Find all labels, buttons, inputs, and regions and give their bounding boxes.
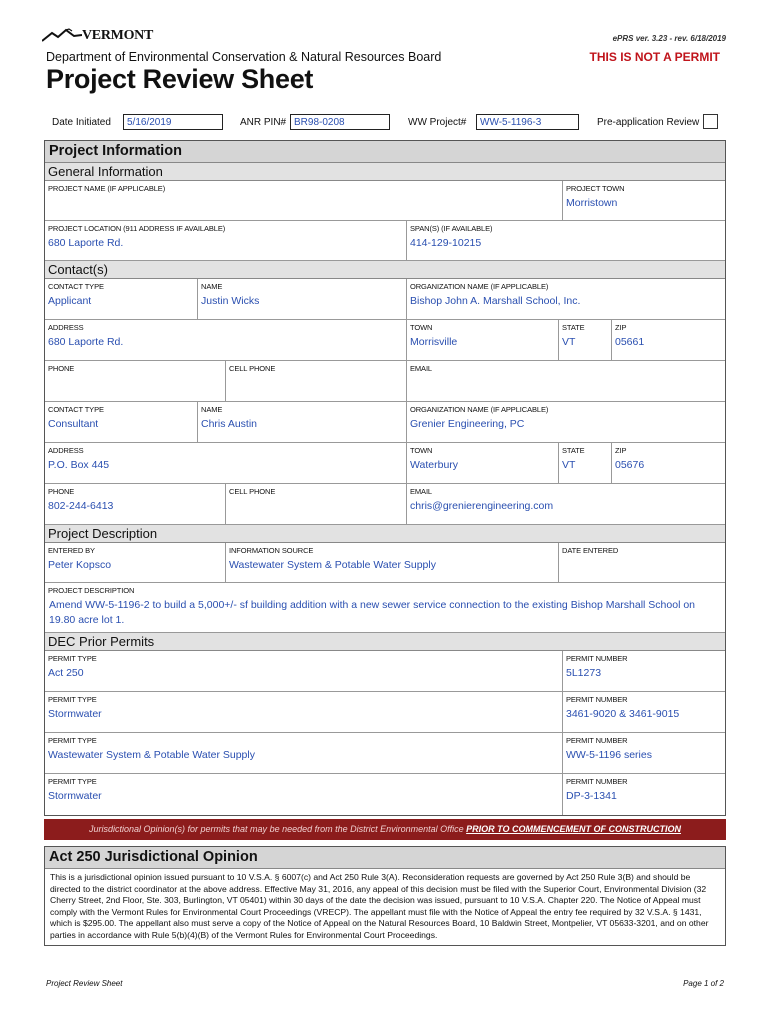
contact-town-cell[interactable] (407, 443, 559, 483)
contact-org-value: Bishop John A. Marshall School, Inc. (410, 295, 581, 307)
contact-state-value: VT (562, 336, 576, 348)
act250-text: This is a jurisdictional opinion issued pursuant to 10 V.S.A. § 6007(c) and Act 250 Rule 3(A). Reconsideration requests are governed by Act 250 Rule 3(B) and should be directed to the district coordinator at the above address. Effective May 31, 2016, any appeal of this decision must be filed with the Superior Court, Environmental Division (32 Cherry Street, 2nd Floor, Ste. 303, Burlington, VT 05401) within 30 days of the date the decision was issued, pursuant to 10 V.S.A. Chapter 220. The Notice of Appeal must comply with the Vermont Rules for Environmental Court Proceedings (VRECP). The appellant must file with the Notice of Appeal the entry fee required by 32 V.S.A. § 1431, which is $295.00. The appellant also must serve a copy of the Notice of Appeal on the Natural Resources Board, 10 Baldwin Street, Montpelier, VT 05633-3201, and on other parties in accordance with Rule 5(b)(4)(B) of the Vermont Rules for Environmental Court Proceedings. (50, 872, 709, 940)
contact-zip-label: ZIP (615, 323, 627, 332)
contact-phone-label: PHONE (48, 364, 75, 373)
project-town-cell[interactable] (563, 181, 725, 220)
entered-by-label: ENTERED BY (48, 546, 95, 555)
date-entered-cell[interactable] (559, 543, 725, 582)
info-source-value: Wastewater System & Potable Water Supply (229, 559, 436, 571)
contact-town-label: TOWN (410, 446, 433, 455)
logo-text: VERMONT (82, 28, 154, 43)
permit-number-label: PERMIT NUMBER (566, 736, 628, 745)
date-entered-label: DATE ENTERED (562, 546, 619, 555)
contact-state-cell[interactable] (559, 443, 612, 483)
anr-pin-field[interactable]: BR98-0208 (290, 114, 390, 130)
contact-address-cell[interactable] (45, 320, 407, 360)
project-description-label: PROJECT DESCRIPTION (48, 586, 135, 595)
jurisdiction-banner (44, 819, 726, 840)
project-information-section (44, 140, 726, 816)
permit-type-value: Stormwater (48, 790, 102, 802)
contact-zip-cell[interactable] (612, 320, 725, 360)
description-row (45, 583, 725, 633)
contact-phone-value: 802-244-6413 (48, 500, 114, 512)
contact-type-label: CONTACT TYPE (48, 282, 104, 291)
contact-cell-phone-cell[interactable] (226, 361, 407, 401)
permit-number-value: 3461-9020 & 3461-9015 (566, 708, 680, 720)
contact-address-label: ADDRESS (48, 323, 84, 332)
project-name-label: PROJECT NAME (IF APPLICABLE) (48, 184, 166, 193)
contact-town-cell[interactable] (407, 320, 559, 360)
contact-cell-value (226, 373, 406, 377)
contact-name-cell[interactable] (198, 402, 407, 442)
info-source-label: INFORMATION SOURCE (229, 546, 314, 555)
jurisdiction-emphasis: PRIOR TO COMMENCEMENT OF CONSTRUCTION (466, 824, 681, 834)
contact-cell-value (226, 496, 406, 500)
contact-zip-value: 05676 (615, 459, 645, 471)
permit-type-cell[interactable] (45, 651, 563, 691)
permit-type-value: Wastewater System & Potable Water Supply (48, 749, 255, 761)
contact-type-value: Consultant (48, 418, 99, 430)
project-location-row (45, 221, 725, 261)
jurisdiction-text: Jurisdictional Opinion(s) for permits that may be needed from the District Environmental Office (89, 824, 467, 834)
contact-address-cell[interactable] (45, 443, 407, 483)
contact-row (45, 402, 725, 443)
entered-by-cell[interactable] (45, 543, 226, 582)
version-label: ePRS ver. 3.23 - rev. 6/18/2019 (612, 34, 726, 43)
permit-number-cell[interactable] (563, 651, 725, 691)
contact-address-label: ADDRESS (48, 446, 84, 455)
project-name-value (45, 193, 562, 197)
contacts-heading: Contact(s) (45, 261, 725, 279)
permit-number-label: PERMIT NUMBER (566, 695, 628, 704)
permit-row (45, 651, 725, 692)
permit-type-label: PERMIT TYPE (48, 654, 97, 663)
contact-cell-label: CELL PHONE (229, 487, 276, 496)
permit-type-label: PERMIT TYPE (48, 777, 97, 786)
contact-address-row (45, 320, 725, 361)
contact-cell-phone-cell[interactable] (226, 484, 407, 524)
permit-number-value: WW-5-1196 series (566, 749, 652, 761)
contact-name-cell[interactable] (198, 279, 407, 319)
dec-prior-permits-heading: DEC Prior Permits (45, 633, 725, 651)
ww-project-field[interactable]: WW-5-1196-3 (476, 114, 579, 130)
project-description-value: Amend WW-5-1196-2 to build a 5,000+/- sf building addition with a new sewer service connection to the existing Bishop Marshall School on 19.80 acre lot 1. (49, 599, 696, 626)
permit-number-cell[interactable] (563, 733, 725, 773)
contact-address-value: 680 Laporte Rd. (48, 336, 124, 348)
contact-type-cell[interactable] (45, 402, 198, 442)
project-description-cell[interactable] (45, 583, 725, 632)
not-permit-notice: THIS IS NOT A PERMIT (589, 50, 720, 64)
permit-type-value: Act 250 (48, 667, 84, 679)
contact-zip-value: 05661 (615, 336, 645, 348)
contact-address-row (45, 443, 725, 484)
contact-org-cell[interactable] (407, 402, 725, 442)
contact-zip-label: ZIP (615, 446, 627, 455)
permit-number-value: DP-3-1341 (566, 790, 617, 802)
project-town-label: PROJECT TOWN (566, 184, 625, 193)
contact-town-label: TOWN (410, 323, 433, 332)
contact-email-label: EMAIL (410, 487, 433, 496)
date-initiated-field[interactable]: 5/16/2019 (123, 114, 223, 130)
contact-phone-row (45, 484, 725, 525)
contact-phone-cell[interactable] (45, 361, 226, 401)
act250-heading: Act 250 Jurisdictional Opinion (45, 847, 725, 869)
permit-type-cell[interactable] (45, 692, 563, 732)
permit-number-cell[interactable] (563, 774, 725, 815)
project-name-row (45, 181, 725, 221)
contact-row (45, 279, 725, 320)
permit-number-cell[interactable] (563, 692, 725, 732)
contact-town-value: Morrisville (410, 336, 458, 348)
contact-org-value: Grenier Engineering, PC (410, 418, 525, 430)
section-heading: Project Information (45, 141, 725, 163)
footer-title: Project Review Sheet (46, 979, 123, 988)
span-value: 414-129-10215 (410, 237, 482, 249)
project-location-cell[interactable] (45, 221, 407, 260)
contact-town-value: Waterbury (410, 459, 459, 471)
contact-phone-row (45, 361, 725, 402)
contact-org-label: ORGANIZATION NAME (IF APPLICABLE) (410, 282, 549, 291)
general-info-heading: General Information (45, 163, 725, 181)
contact-type-value: Applicant (48, 295, 92, 307)
mountain-icon (42, 27, 82, 43)
project-town-value: Morristown (566, 197, 618, 209)
span-label: SPAN(S) (IF AVAILABLE) (410, 224, 493, 233)
contact-state-label: STATE (562, 323, 585, 332)
permit-type-value: Stormwater (48, 708, 102, 720)
ww-project-label: WW Project# (408, 117, 467, 128)
project-name-cell[interactable] (45, 181, 563, 220)
contact-state-value: VT (562, 459, 576, 471)
contact-email-value (407, 373, 725, 377)
page-title: Project Review Sheet (46, 64, 314, 94)
permit-row (45, 774, 725, 815)
project-description-heading: Project Description (45, 525, 725, 543)
anr-pin-label: ANR PIN# (240, 117, 287, 128)
permit-number-label: PERMIT NUMBER (566, 654, 628, 663)
permit-row (45, 733, 725, 774)
contact-phone-value (45, 373, 225, 377)
project-location-label: PROJECT LOCATION (911 ADDRESS IF AVAILABLE) (48, 224, 226, 233)
date-initiated-label: Date Initiated (52, 117, 111, 128)
contact-name-label: NAME (201, 405, 223, 414)
contact-state-cell[interactable] (559, 320, 612, 360)
contact-email-cell[interactable] (407, 484, 725, 524)
contact-phone-label: PHONE (48, 487, 75, 496)
vermont-logo (42, 27, 154, 45)
permit-type-cell[interactable] (45, 733, 563, 773)
preapp-label: Pre-application Review (597, 117, 700, 128)
contact-name-value: Chris Austin (201, 418, 258, 430)
contact-type-cell[interactable] (45, 279, 198, 319)
department-name: Department of Environmental Conservation & Natural Resources Board (46, 50, 442, 64)
contact-type-label: CONTACT TYPE (48, 405, 104, 414)
project-location-value: 680 Laporte Rd. (48, 237, 124, 249)
contact-name-value: Justin Wicks (201, 295, 260, 307)
info-source-cell[interactable] (226, 543, 559, 582)
permit-type-label: PERMIT TYPE (48, 695, 97, 704)
contact-address-value: P.O. Box 445 (48, 459, 110, 471)
contact-org-cell[interactable] (407, 279, 725, 319)
page-number: Page 1 of 2 (683, 979, 724, 988)
preapp-checkbox[interactable] (703, 114, 718, 129)
contact-email-label: EMAIL (410, 364, 433, 373)
contact-state-label: STATE (562, 446, 585, 455)
act250-section (44, 846, 726, 946)
permit-number-label: PERMIT NUMBER (566, 777, 628, 786)
contact-org-label: ORGANIZATION NAME (IF APPLICABLE) (410, 405, 549, 414)
permit-row (45, 692, 725, 733)
contact-phone-cell[interactable] (45, 484, 226, 524)
permit-type-label: PERMIT TYPE (48, 736, 97, 745)
permit-number-value: 5L1273 (566, 667, 602, 679)
contact-zip-cell[interactable] (612, 443, 725, 483)
entry-row (45, 543, 725, 583)
contact-email-cell[interactable] (407, 361, 725, 401)
contact-name-label: NAME (201, 282, 223, 291)
permit-type-cell[interactable] (45, 774, 563, 815)
date-entered-value (559, 555, 725, 559)
entered-by-value: Peter Kopsco (48, 559, 112, 571)
span-cell[interactable] (407, 221, 725, 260)
contact-cell-label: CELL PHONE (229, 364, 276, 373)
contact-email-value: chris@grenierengineering.com (410, 500, 554, 512)
